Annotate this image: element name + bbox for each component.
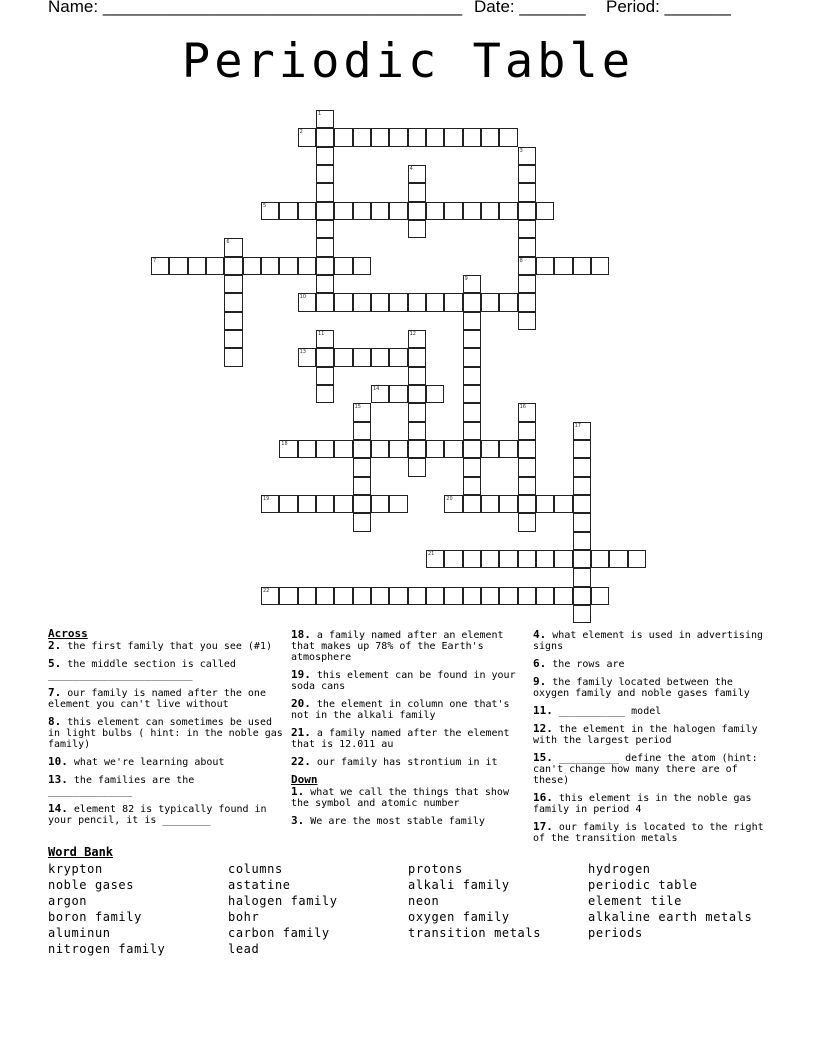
crossword-cell[interactable] — [518, 477, 536, 495]
crossword-cell[interactable] — [499, 495, 517, 513]
crossword-cell[interactable] — [371, 128, 389, 146]
crossword-cell[interactable] — [463, 587, 481, 605]
crossword-cell[interactable] — [426, 128, 444, 146]
word-bank-column-2 — [228, 861, 338, 957]
crossword-cell[interactable] — [573, 605, 591, 623]
clue-down-9: 9. the family located between the oxygen family and noble gases family — [533, 675, 750, 699]
crossword-cell[interactable] — [298, 293, 316, 311]
clue-across-8: 8. this element can sometimes be used in light bulbs ( hint: in the noble gas family) — [48, 715, 283, 750]
crossword-cell[interactable] — [371, 348, 389, 366]
crossword-cell[interactable] — [444, 495, 462, 513]
crossword-cell[interactable] — [628, 550, 646, 568]
crossword-cell[interactable] — [316, 165, 334, 183]
crossword-cell[interactable] — [463, 385, 481, 403]
crossword-cell[interactable] — [316, 110, 334, 128]
date-label: Date: — [474, 0, 515, 16]
crossword-cell[interactable] — [499, 550, 517, 568]
crossword-cell[interactable] — [316, 293, 334, 311]
word-bank-item: carbon family — [228, 926, 330, 940]
crossword-cell[interactable] — [481, 440, 499, 458]
period-field[interactable] — [606, 0, 731, 17]
crossword-cell[interactable] — [536, 587, 554, 605]
crossword-cell[interactable] — [518, 458, 536, 476]
clues-column-2 — [291, 629, 526, 833]
date-blank[interactable]: _______ — [519, 0, 586, 16]
crossword-cell[interactable] — [279, 440, 297, 458]
word-bank-column-3 — [408, 861, 541, 941]
crossword-cell[interactable] — [463, 440, 481, 458]
crossword-cell[interactable] — [518, 202, 536, 220]
name-label: Name: — [48, 0, 99, 16]
crossword-cell[interactable] — [316, 220, 334, 238]
crossword-cell[interactable] — [298, 495, 316, 513]
crossword-cell[interactable] — [554, 587, 572, 605]
crossword-cell[interactable] — [371, 495, 389, 513]
crossword-cell[interactable] — [371, 587, 389, 605]
crossword-cell[interactable] — [426, 587, 444, 605]
clue-down-4: 4. what element is used in advertising signs — [533, 628, 763, 652]
crossword-cell[interactable] — [573, 513, 591, 531]
word-bank-item: element tile — [588, 894, 682, 908]
clue-across-2: 2. the first family that you see (#1) — [48, 639, 272, 652]
crossword-cell[interactable] — [573, 422, 591, 440]
crossword-cell[interactable] — [353, 257, 371, 275]
clue-across-7: 7. our family is named after the one element you can't live without — [48, 686, 266, 710]
word-bank-heading: Word Bank — [48, 845, 114, 859]
crossword-cell[interactable] — [591, 550, 609, 568]
clue-number: 8 — [519, 257, 523, 264]
crossword-cell[interactable] — [316, 495, 334, 513]
crossword-cell[interactable] — [353, 458, 371, 476]
crossword-cell[interactable] — [408, 293, 426, 311]
word-bank-item: bohr — [228, 910, 260, 924]
crossword-cell[interactable] — [279, 202, 297, 220]
crossword-cell[interactable] — [518, 275, 536, 293]
crossword-cell[interactable] — [481, 587, 499, 605]
clue-number: 12 — [409, 330, 416, 337]
crossword-cell[interactable] — [408, 202, 426, 220]
crossword-cell[interactable] — [353, 403, 371, 421]
crossword-cell[interactable] — [334, 348, 352, 366]
crossword-cell[interactable] — [389, 495, 407, 513]
crossword-cell[interactable] — [518, 403, 536, 421]
crossword-cell[interactable] — [499, 440, 517, 458]
word-bank-item: boron family — [48, 910, 142, 924]
clue-across-14: 14. element 82 is typically found in your pencil, it is ________ — [48, 802, 267, 826]
crossword-cell[interactable] — [499, 202, 517, 220]
crossword-cell[interactable] — [573, 550, 591, 568]
crossword-cell[interactable] — [463, 550, 481, 568]
crossword-cell[interactable] — [518, 183, 536, 201]
word-bank-item: argon — [48, 894, 88, 908]
crossword-cell[interactable] — [316, 385, 334, 403]
crossword-cell[interactable] — [518, 495, 536, 513]
crossword-cell[interactable] — [573, 477, 591, 495]
word-bank-item: hydrogen — [588, 862, 651, 876]
clue-number: 4 — [409, 165, 413, 172]
crossword-cell[interactable] — [316, 128, 334, 146]
clue-down-6: 6. the rows are — [533, 657, 625, 670]
crossword-cell[interactable] — [463, 422, 481, 440]
clue-down-15: 15. __________ define the atom (hint: can't change how many there are of these) — [533, 751, 758, 786]
clues-column-1 — [48, 628, 283, 832]
clue-down-16: 16. this element is in the noble gas family in period 4 — [533, 791, 752, 815]
crossword-cell[interactable] — [353, 422, 371, 440]
word-bank-item: transition metals — [408, 926, 542, 940]
crossword-cell[interactable] — [426, 293, 444, 311]
crossword-cell[interactable] — [463, 367, 481, 385]
crossword-cell[interactable] — [536, 202, 554, 220]
clue-number: 11 — [317, 330, 325, 337]
crossword-cell[interactable] — [573, 495, 591, 513]
crossword-cell[interactable] — [591, 257, 609, 275]
crossword-cell[interactable] — [353, 513, 371, 531]
crossword-cell[interactable] — [316, 183, 334, 201]
crossword-cell[interactable] — [316, 202, 334, 220]
crossword-cell[interactable] — [518, 422, 536, 440]
clue-down-11: 11. ___________ model — [533, 704, 662, 717]
crossword-cell[interactable] — [536, 550, 554, 568]
crossword-cell[interactable] — [408, 128, 426, 146]
crossword-cell[interactable] — [408, 183, 426, 201]
clue-across-18: 18. a family named after an element that makes up 78% of the Earth's atmosphere — [291, 628, 504, 663]
word-bank-item: aluminun — [48, 926, 111, 940]
crossword-cell[interactable] — [463, 293, 481, 311]
crossword-cell[interactable] — [499, 293, 517, 311]
crossword-cell[interactable] — [518, 513, 536, 531]
crossword-cell[interactable] — [591, 587, 609, 605]
word-bank-item: astatine — [228, 878, 291, 892]
crossword-cell[interactable] — [224, 312, 242, 330]
crossword-cell[interactable] — [206, 257, 224, 275]
crossword-cell[interactable] — [573, 458, 591, 476]
crossword-cell[interactable] — [298, 128, 316, 146]
crossword-cell[interactable] — [389, 348, 407, 366]
clue-number: 21 — [427, 550, 435, 557]
clues-column-3 — [533, 629, 768, 850]
crossword-cell[interactable] — [408, 348, 426, 366]
clue-number: 1 — [317, 111, 322, 117]
crossword-cell[interactable] — [353, 495, 371, 513]
crossword-cell[interactable] — [518, 238, 536, 256]
clue-number: 7 — [153, 257, 157, 264]
name-blank[interactable]: ______________________________________ — [102, 0, 463, 16]
crossword-cell[interactable] — [316, 147, 334, 165]
word-bank-item: neon — [408, 894, 440, 908]
word-bank-item: protons — [408, 862, 463, 876]
crossword-cell[interactable] — [499, 587, 517, 605]
crossword-cell[interactable] — [444, 440, 462, 458]
crossword-cell[interactable] — [463, 495, 481, 513]
crossword-cell[interactable] — [389, 587, 407, 605]
crossword-cell[interactable] — [408, 422, 426, 440]
crossword-cell[interactable] — [334, 495, 352, 513]
crossword-cell[interactable] — [444, 128, 462, 146]
crossword-cell[interactable] — [316, 275, 334, 293]
crossword-cell[interactable] — [408, 458, 426, 476]
word-bank-item: alkaline earth metals — [588, 910, 753, 924]
crossword-cell[interactable] — [224, 238, 242, 256]
crossword-cell[interactable] — [573, 532, 591, 550]
clue-across-21: 21. a family named after the element that is 12.011 au — [291, 726, 510, 750]
crossword-cell[interactable] — [518, 440, 536, 458]
word-bank-item: alkali family — [408, 878, 510, 892]
clue-number: 5 — [262, 202, 267, 209]
clue-down-12: 12. the element in the halogen family with the largest period — [533, 722, 758, 746]
word-bank-item: krypton — [48, 862, 103, 876]
crossword-cell[interactable] — [554, 495, 572, 513]
crossword-cell[interactable] — [334, 128, 352, 146]
crossword-cell[interactable] — [518, 220, 536, 238]
crossword-cell[interactable] — [224, 330, 242, 348]
crossword-cell[interactable] — [389, 385, 407, 403]
crossword-cell[interactable] — [169, 257, 187, 275]
crossword-cell[interactable] — [224, 293, 242, 311]
crossword-cell[interactable] — [261, 587, 279, 605]
crossword-cell[interactable] — [298, 348, 316, 366]
crossword-cell[interactable] — [408, 220, 426, 238]
crossword-cell[interactable] — [444, 550, 462, 568]
clue-number: 15 — [354, 404, 361, 411]
clue-number: 3 — [519, 147, 523, 154]
crossword-cell[interactable] — [316, 348, 334, 366]
crossword-cell[interactable] — [188, 257, 206, 275]
crossword-cell[interactable] — [334, 440, 352, 458]
crossword-cell[interactable] — [408, 367, 426, 385]
crossword-cell[interactable] — [408, 330, 426, 348]
crossword-cell[interactable] — [353, 128, 371, 146]
crossword-cell[interactable] — [298, 440, 316, 458]
word-bank-column-4 — [588, 861, 752, 941]
crossword-cell[interactable] — [426, 550, 444, 568]
crossword-cell[interactable] — [151, 257, 169, 275]
crossword-cell[interactable] — [554, 550, 572, 568]
crossword-cell[interactable] — [261, 495, 279, 513]
crossword-cell[interactable] — [518, 293, 536, 311]
page-title: Periodic Table — [181, 34, 635, 89]
clue-down-1: 1. what we call the things that show the symbol and atomic number — [291, 785, 509, 809]
crossword-cell[interactable] — [298, 587, 316, 605]
crossword-cell[interactable] — [481, 293, 499, 311]
crossword-cell[interactable] — [518, 550, 536, 568]
crossword-cell[interactable] — [426, 202, 444, 220]
crossword-cell[interactable] — [298, 202, 316, 220]
crossword-cell[interactable] — [371, 293, 389, 311]
clue-across-13: 13. the families are the ______________ — [48, 773, 195, 797]
word-bank-item: oxygen family — [408, 910, 510, 924]
crossword-cell[interactable] — [518, 312, 536, 330]
clue-across-19: 19. this element can be found in your soda cans — [291, 668, 516, 692]
crossword-cell[interactable] — [518, 165, 536, 183]
crossword-cell[interactable] — [371, 440, 389, 458]
period-label: Period: — [606, 0, 660, 16]
crossword-cell[interactable] — [353, 293, 371, 311]
clue-number: 2 — [299, 129, 303, 136]
crossword-cell[interactable] — [463, 348, 481, 366]
crossword-cell[interactable] — [261, 202, 279, 220]
clue-number: 22 — [262, 587, 270, 594]
crossword-cell[interactable] — [279, 257, 297, 275]
word-bank-item: halogen family — [228, 894, 338, 908]
crossword-cell[interactable] — [389, 128, 407, 146]
clue-number: 20 — [446, 495, 453, 502]
crossword-cell[interactable] — [463, 330, 481, 348]
crossword-cell[interactable] — [389, 440, 407, 458]
crossword-cell[interactable] — [536, 495, 554, 513]
crossword-cell[interactable] — [444, 293, 462, 311]
crossword-cell[interactable] — [408, 165, 426, 183]
crossword-cell[interactable] — [316, 330, 334, 348]
clue-number: 19 — [262, 495, 270, 502]
crossword-cell[interactable] — [408, 440, 426, 458]
crossword-cell[interactable] — [261, 257, 279, 275]
clue-across-20: 20. the element in column one that's not in the alkali family — [291, 697, 510, 721]
crossword-cell[interactable] — [573, 587, 591, 605]
crossword-cell[interactable] — [224, 257, 242, 275]
crossword-cell[interactable] — [353, 202, 371, 220]
crossword-grid — [151, 110, 651, 630]
across-heading: Across — [48, 627, 88, 640]
crossword-cell[interactable] — [463, 202, 481, 220]
crossword-cell[interactable] — [353, 440, 371, 458]
clue-number: 14 — [372, 385, 380, 392]
clue-number: 18 — [281, 440, 288, 447]
clue-number: 9 — [464, 275, 468, 282]
crossword-cell[interactable] — [499, 128, 517, 146]
crossword-cell[interactable] — [316, 440, 334, 458]
crossword-cell[interactable] — [316, 587, 334, 605]
clue-down-17: 17. our family is located to the right of the transition metals — [533, 820, 764, 844]
crossword-cell[interactable] — [573, 440, 591, 458]
crossword-cell[interactable] — [536, 257, 554, 275]
crossword-cell[interactable] — [518, 587, 536, 605]
clue-number: 10 — [299, 294, 306, 301]
crossword-cell[interactable] — [408, 587, 426, 605]
crossword-cell[interactable] — [316, 238, 334, 256]
crossword-cell[interactable] — [316, 367, 334, 385]
crossword-cell[interactable] — [408, 385, 426, 403]
crossword-cell[interactable] — [334, 202, 352, 220]
crossword-cell[interactable] — [279, 587, 297, 605]
crossword-cell[interactable] — [243, 257, 261, 275]
date-field[interactable] — [474, 0, 586, 17]
crossword-cell[interactable] — [224, 348, 242, 366]
crossword-cell[interactable] — [573, 257, 591, 275]
crossword-cell[interactable] — [353, 587, 371, 605]
crossword-cell[interactable] — [444, 202, 462, 220]
crossword-cell[interactable] — [224, 275, 242, 293]
clue-down-3: 3. We are the most stable family — [291, 814, 485, 827]
crossword-cell[interactable] — [573, 568, 591, 586]
clue-across-5: 5. the middle section is called ________________________ — [48, 657, 236, 681]
clue-across-22: 22. our family has strontium in it — [291, 755, 498, 768]
crossword-cell[interactable] — [334, 587, 352, 605]
crossword-cell[interactable] — [426, 440, 444, 458]
crossword-cell[interactable] — [279, 495, 297, 513]
crossword-cell[interactable] — [518, 257, 536, 275]
crossword-cell[interactable] — [426, 385, 444, 403]
word-bank-item: nitrogen family — [48, 942, 166, 956]
clue-number: 13 — [299, 349, 306, 356]
word-bank-column-1 — [48, 861, 165, 957]
crossword-cell[interactable] — [298, 257, 316, 275]
crossword-cell[interactable] — [609, 550, 627, 568]
crossword-cell[interactable] — [444, 587, 462, 605]
word-bank-item: periodic table — [588, 878, 698, 892]
crossword-cell[interactable] — [334, 257, 352, 275]
word-bank-item: lead — [228, 942, 260, 956]
crossword-cell[interactable] — [353, 477, 371, 495]
crossword-cell[interactable] — [353, 348, 371, 366]
clue-across-10: 10. what we're learning about — [48, 755, 225, 768]
name-field[interactable] — [48, 0, 462, 17]
crossword-cell[interactable] — [371, 202, 389, 220]
clue-number: 17 — [574, 422, 581, 429]
crossword-cell[interactable] — [481, 495, 499, 513]
crossword-cell[interactable] — [389, 293, 407, 311]
crossword-cell[interactable] — [463, 458, 481, 476]
word-bank-item: periods — [588, 926, 643, 940]
crossword-cell[interactable] — [463, 477, 481, 495]
clue-number: 16 — [519, 404, 526, 411]
crossword-cell[interactable] — [408, 403, 426, 421]
word-bank-item: columns — [228, 862, 283, 876]
crossword-cell[interactable] — [481, 128, 499, 146]
crossword-cell[interactable] — [371, 385, 389, 403]
crossword-cell[interactable] — [481, 202, 499, 220]
crossword-cell[interactable] — [554, 257, 572, 275]
word-bank-item: noble gases — [48, 878, 135, 892]
crossword-cell[interactable] — [389, 202, 407, 220]
crossword-cell[interactable] — [463, 403, 481, 421]
crossword-cell[interactable] — [316, 257, 334, 275]
crossword-cell[interactable] — [518, 147, 536, 165]
clue-number: 6 — [226, 239, 230, 246]
crossword-cell[interactable] — [481, 550, 499, 568]
crossword-cell[interactable] — [463, 312, 481, 330]
crossword-cell[interactable] — [463, 128, 481, 146]
down-heading: Down — [291, 773, 318, 786]
period-blank[interactable]: _______ — [664, 0, 731, 16]
crossword-cell[interactable] — [463, 275, 481, 293]
crossword-cell[interactable] — [334, 293, 352, 311]
